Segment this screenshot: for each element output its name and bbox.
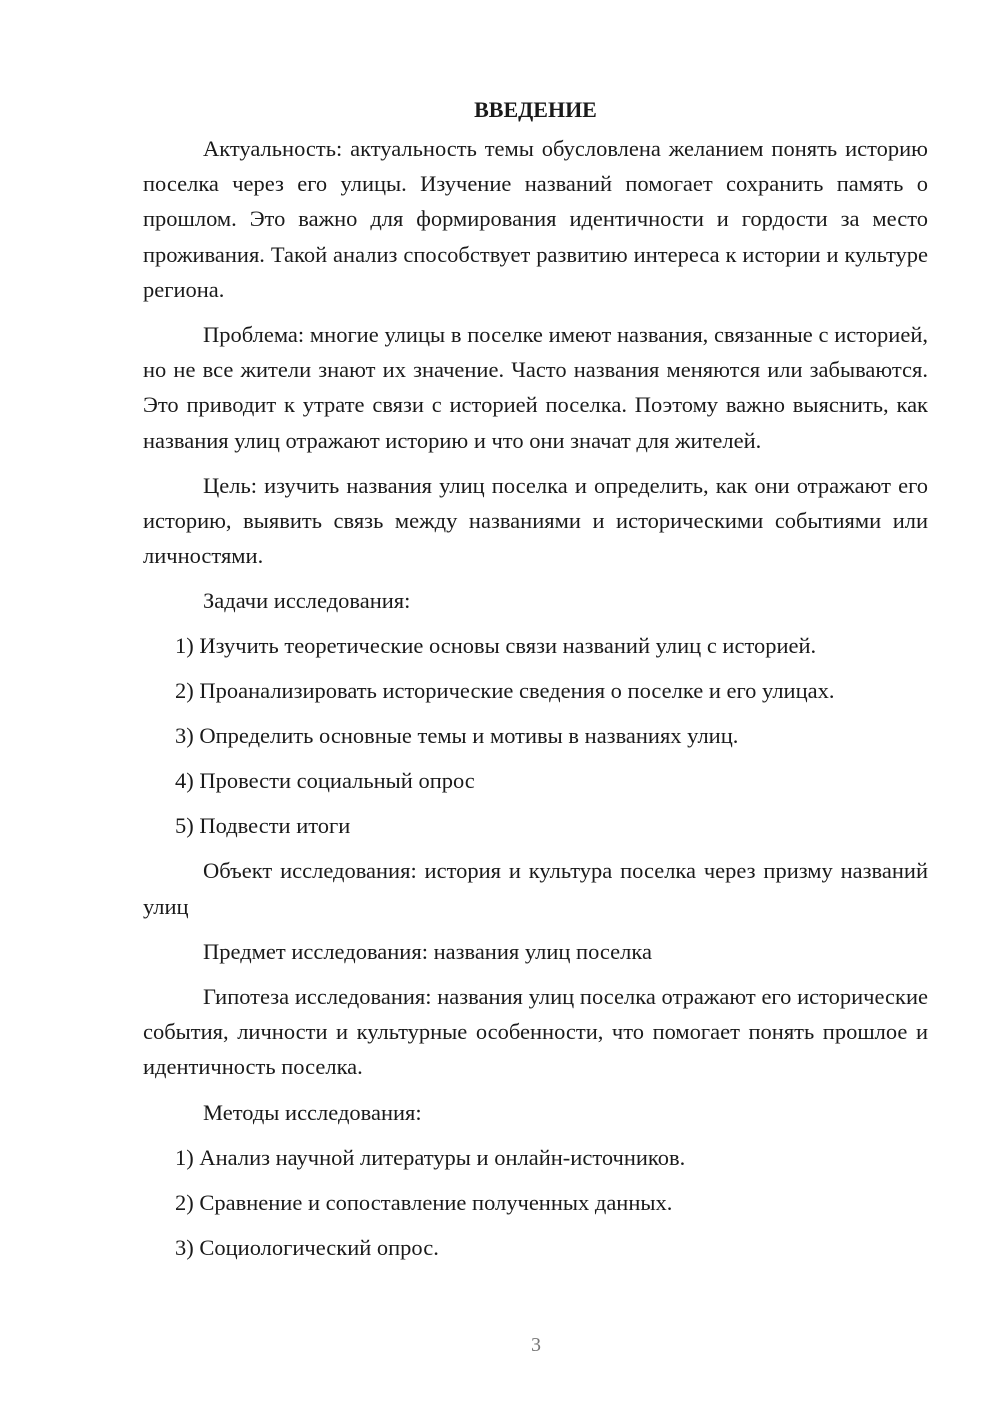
methods-heading: Методы исследования:	[203, 1099, 422, 1125]
page-title: ВВЕДЕНИЕ	[474, 97, 597, 122]
page-number: 3	[531, 1334, 541, 1356]
hypothesis-paragraph: Гипотеза исследования: названия улиц поселка отражают его исторические события, личности и культурные особенности, что помогает понять прошлое и идентичность поселка.	[143, 984, 928, 1080]
method-item: 3) Социологический опрос.	[175, 1234, 439, 1260]
problem-paragraph: Проблема: многие улицы в поселке имеют названия, связанные с историей, но не все жители знают их значение. Часто названия меняются или забываются. Это приводит к утрате связи с историей поселка. Поэтому важно выяснить, как названия улиц отражают историю и что они значат для жителей.	[143, 322, 928, 453]
task-item: 2) Проанализировать исторические сведения о поселке и его улицах.	[175, 678, 835, 704]
task-item: 5) Подвести итоги	[175, 813, 351, 839]
task-item: 1) Изучить теоретические основы связи названий улиц с историей.	[175, 633, 817, 659]
task-item: 3) Определить основные темы и мотивы в названиях улиц.	[175, 723, 739, 749]
subject-paragraph: Предмет исследования: названия улиц поселка	[203, 938, 652, 964]
goal-paragraph: Цель: изучить названия улиц поселка и определить, как они отражают его историю, выявить связь между названиями и историческими событиями или личностями.	[143, 472, 928, 569]
relevance-paragraph: Актуальность: актуальность темы обусловлена желанием понять историю поселка через его улицы. Изучение названий помогает сохранить память о прошлом. Это важно для формирования идентичности и гордости за место проживания. Такой анализ способствует развитию интереса к истории и культуре региона.	[143, 136, 928, 302]
tasks-heading: Задачи исследования:	[203, 588, 411, 614]
page-content	[143, 93, 928, 1275]
task-item: 4) Провести социальный опрос	[175, 768, 475, 794]
method-item: 1) Анализ научной литературы и онлайн-источников.	[175, 1144, 686, 1170]
method-item: 2) Сравнение и сопоставление полученных данных.	[175, 1189, 673, 1215]
object-paragraph: Объект исследования: история и культура поселка через призму названий улиц	[143, 858, 928, 919]
